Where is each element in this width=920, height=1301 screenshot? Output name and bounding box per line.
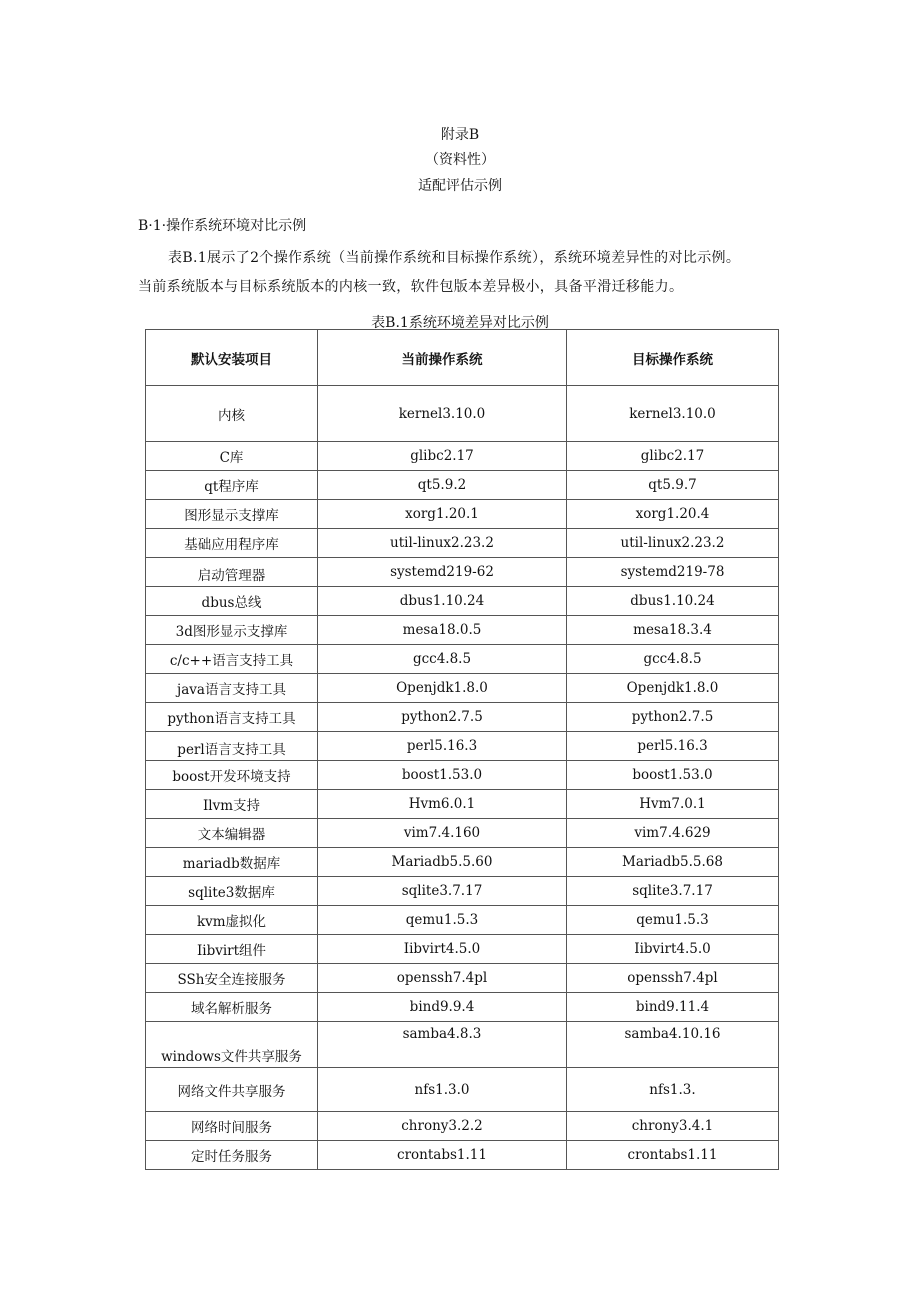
table-row	[146, 500, 779, 529]
cell-default-item: sqlite3数据库	[146, 877, 318, 906]
cell-target-version: Mariadb5.5.68	[567, 848, 779, 877]
cell-target-version: dbus1.10.24	[567, 587, 779, 616]
cell-default-item: SSh安全连接服务	[146, 964, 318, 993]
cell-current-version: Openjdk1.8.0	[318, 674, 567, 703]
cell-current-version: mesa18.0.5	[318, 616, 567, 645]
cell-default-item: C库	[146, 442, 318, 471]
cell-current-version: qemu1.5.3	[318, 906, 567, 935]
table-row	[146, 471, 779, 500]
cell-default-item: mariadb数据库	[146, 848, 318, 877]
cell-default-item: java语言支持工具	[146, 674, 318, 703]
header-current-os: 当前操作系统	[318, 330, 567, 386]
cell-default-item: 图形显示支撑库	[146, 500, 318, 529]
cell-current-version: nfs1.3.0	[318, 1068, 567, 1112]
appendix-subtitle: 适配评估示例	[418, 178, 502, 194]
cell-default-item: kvm虚拟化	[146, 906, 318, 935]
table-row	[146, 529, 779, 558]
cell-current-version: samba4.8.3	[318, 1022, 567, 1068]
cell-default-item: 基础应用程序库	[146, 529, 318, 558]
table-header-row	[146, 330, 779, 386]
comparison-table	[145, 329, 779, 1170]
cell-target-version: boost1.53.0	[567, 761, 779, 790]
cell-target-version: python2.7.5	[567, 703, 779, 732]
cell-current-version: perl5.16.3	[318, 732, 567, 761]
table-row	[146, 761, 779, 790]
cell-current-version: gcc4.8.5	[318, 645, 567, 674]
cell-default-item: dbus总线	[146, 587, 318, 616]
table-row	[146, 587, 779, 616]
cell-current-version: crontabs1.11	[318, 1141, 567, 1170]
cell-default-item: 内核	[146, 386, 318, 442]
cell-target-version: gcc4.8.5	[567, 645, 779, 674]
cell-current-version: boost1.53.0	[318, 761, 567, 790]
cell-target-version: vim7.4.629	[567, 819, 779, 848]
cell-default-item: windows文件共享服务	[146, 1022, 318, 1068]
cell-current-version: kernel3.10.0	[318, 386, 567, 442]
cell-target-version: chrony3.4.1	[567, 1112, 779, 1141]
cell-target-version: openssh7.4pl	[567, 964, 779, 993]
cell-current-version: python2.7.5	[318, 703, 567, 732]
cell-current-version: vim7.4.160	[318, 819, 567, 848]
table-row	[146, 935, 779, 964]
cell-current-version: Hvm6.0.1	[318, 790, 567, 819]
cell-current-version: systemd219-62	[318, 558, 567, 587]
cell-current-version: openssh7.4pl	[318, 964, 567, 993]
cell-default-item: 域名解析服务	[146, 993, 318, 1022]
cell-default-item: boost开发环境支持	[146, 761, 318, 790]
header-default-item: 默认安装项目	[146, 330, 318, 386]
table-row	[146, 616, 779, 645]
cell-current-version: xorg1.20.1	[318, 500, 567, 529]
cell-target-version: kernel3.10.0	[567, 386, 779, 442]
table-row	[146, 993, 779, 1022]
cell-default-item: Ilvm支持	[146, 790, 318, 819]
table-row	[146, 386, 779, 442]
cell-target-version: perl5.16.3	[567, 732, 779, 761]
cell-target-version: mesa18.3.4	[567, 616, 779, 645]
table-row	[146, 819, 779, 848]
cell-default-item: 网络文件共享服务	[146, 1068, 318, 1112]
table-row	[146, 703, 779, 732]
table-row	[146, 674, 779, 703]
cell-target-version: Hvm7.0.1	[567, 790, 779, 819]
cell-target-version: nfs1.3.	[567, 1068, 779, 1112]
cell-current-version: glibc2.17	[318, 442, 567, 471]
cell-default-item: 3d图形显示支撑库	[146, 616, 318, 645]
cell-target-version: Openjdk1.8.0	[567, 674, 779, 703]
section-heading: B·1·操作系统环境对比示例	[138, 218, 307, 234]
cell-target-version: util-linux2.23.2	[567, 529, 779, 558]
table-row	[146, 1068, 779, 1112]
table-row	[146, 1112, 779, 1141]
cell-target-version: bind9.11.4	[567, 993, 779, 1022]
cell-target-version: xorg1.20.4	[567, 500, 779, 529]
table-row	[146, 732, 779, 761]
cell-default-item: 定时任务服务	[146, 1141, 318, 1170]
cell-current-version: sqlite3.7.17	[318, 877, 567, 906]
appendix-title: 附录B	[440, 127, 480, 143]
cell-target-version: glibc2.17	[567, 442, 779, 471]
cell-current-version: Mariadb5.5.60	[318, 848, 567, 877]
cell-current-version: util-linux2.23.2	[318, 529, 567, 558]
table-row	[146, 1022, 779, 1068]
table-row	[146, 848, 779, 877]
paragraph-line-2: 当前系统版本与目标系统版本的内核一致，软件包版本差异极小，具备平滑迁移能力。	[138, 279, 684, 295]
table-row	[146, 790, 779, 819]
cell-target-version: crontabs1.11	[567, 1141, 779, 1170]
cell-current-version: Iibvirt4.5.0	[318, 935, 567, 964]
appendix-type: （资料性）	[425, 152, 495, 168]
cell-target-version: qt5.9.7	[567, 471, 779, 500]
cell-target-version: Iibvirt4.5.0	[567, 935, 779, 964]
table-row	[146, 964, 779, 993]
table-row	[146, 645, 779, 674]
cell-default-item: 文本编辑器	[146, 819, 318, 848]
cell-current-version: bind9.9.4	[318, 993, 567, 1022]
header-target-os: 目标操作系统	[567, 330, 779, 386]
table-row	[146, 442, 779, 471]
paragraph-line-1: 表B.1展示了2个操作系统（当前操作系统和目标操作系统），系统环境差异性的对比示例。	[168, 250, 741, 266]
cell-target-version: qemu1.5.3	[567, 906, 779, 935]
cell-current-version: chrony3.2.2	[318, 1112, 567, 1141]
table-row	[146, 1141, 779, 1170]
cell-default-item: 启动管理器	[146, 558, 318, 587]
cell-default-item: perl语言支持工具	[146, 732, 318, 761]
cell-default-item: Iibvirt组件	[146, 935, 318, 964]
cell-default-item: c/c++语言支持工具	[146, 645, 318, 674]
cell-target-version: sqlite3.7.17	[567, 877, 779, 906]
cell-target-version: systemd219-78	[567, 558, 779, 587]
cell-default-item: qt程序库	[146, 471, 318, 500]
table-row	[146, 877, 779, 906]
cell-target-version: samba4.10.16	[567, 1022, 779, 1068]
cell-current-version: qt5.9.2	[318, 471, 567, 500]
table-caption: 表B.1系统环境差异对比示例	[371, 315, 549, 331]
cell-current-version: dbus1.10.24	[318, 587, 567, 616]
table-row	[146, 558, 779, 587]
cell-default-item: 网络时间服务	[146, 1112, 318, 1141]
table-row	[146, 906, 779, 935]
cell-default-item: python语言支持工具	[146, 703, 318, 732]
